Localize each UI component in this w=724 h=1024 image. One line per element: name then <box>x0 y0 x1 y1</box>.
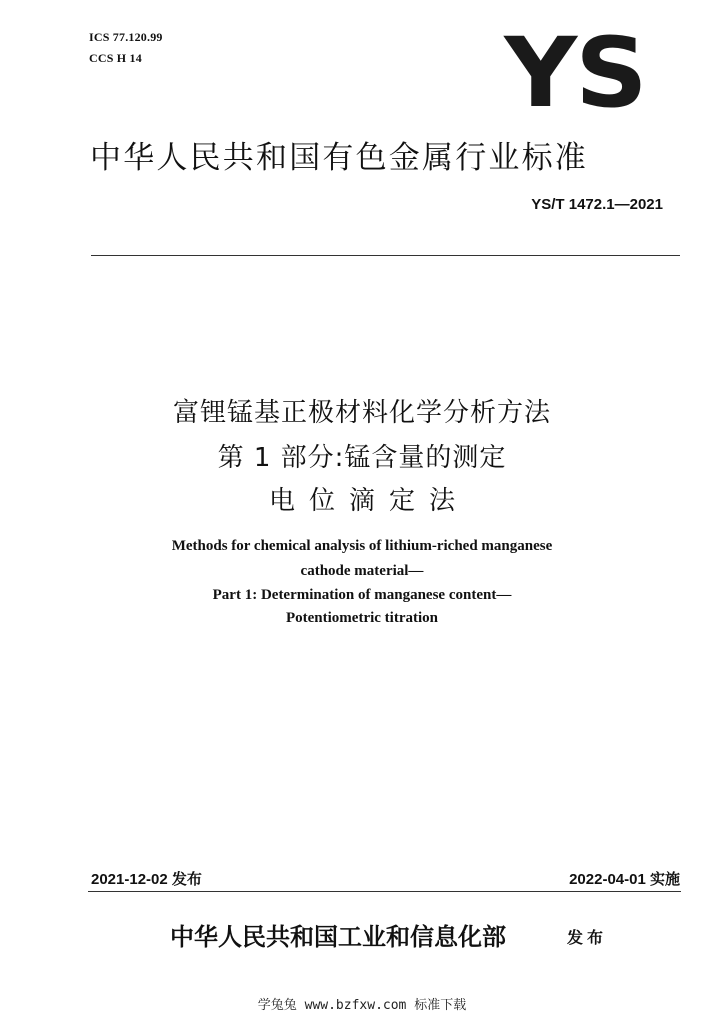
issue-date: 2021-12-02 发布 <box>91 871 202 888</box>
standard-number: YS/T 1472.1—2021 <box>531 196 663 213</box>
implementation-date: 2022-04-01 实施 <box>569 871 680 888</box>
chinese-title-line-2: 第 1 部分:锰含量的测定 <box>217 443 507 473</box>
english-title-line-1: Methods for chemical analysis of lithium-riched manganese <box>171 538 553 554</box>
top-divider <box>91 255 680 256</box>
publish-label: 发布 <box>567 928 608 947</box>
english-title-line-2: cathode material— <box>300 563 424 579</box>
english-title-line-3: Part 1: Determination of manganese content— <box>212 587 512 603</box>
bottom-divider <box>88 891 681 892</box>
chinese-title-line-3: 电位滴定法 <box>268 486 469 516</box>
english-title-line-4: Potentiometric titration <box>285 610 439 626</box>
download-watermark: 学兔兔 www.bzfxw.com 标准下载 <box>257 998 467 1013</box>
chinese-title-line-1: 富锂锰基正极材料化学分析方法 <box>172 398 551 428</box>
industry-standard-title: 中华人民共和国有色金属行业标准 <box>90 140 588 176</box>
ics-code: ICS 77.120.99 <box>89 30 163 44</box>
ccs-code: CCS H 14 <box>89 51 142 65</box>
ys-logo: YS <box>504 17 646 129</box>
publisher-name: 中华人民共和国工业和信息化部 <box>170 922 506 951</box>
